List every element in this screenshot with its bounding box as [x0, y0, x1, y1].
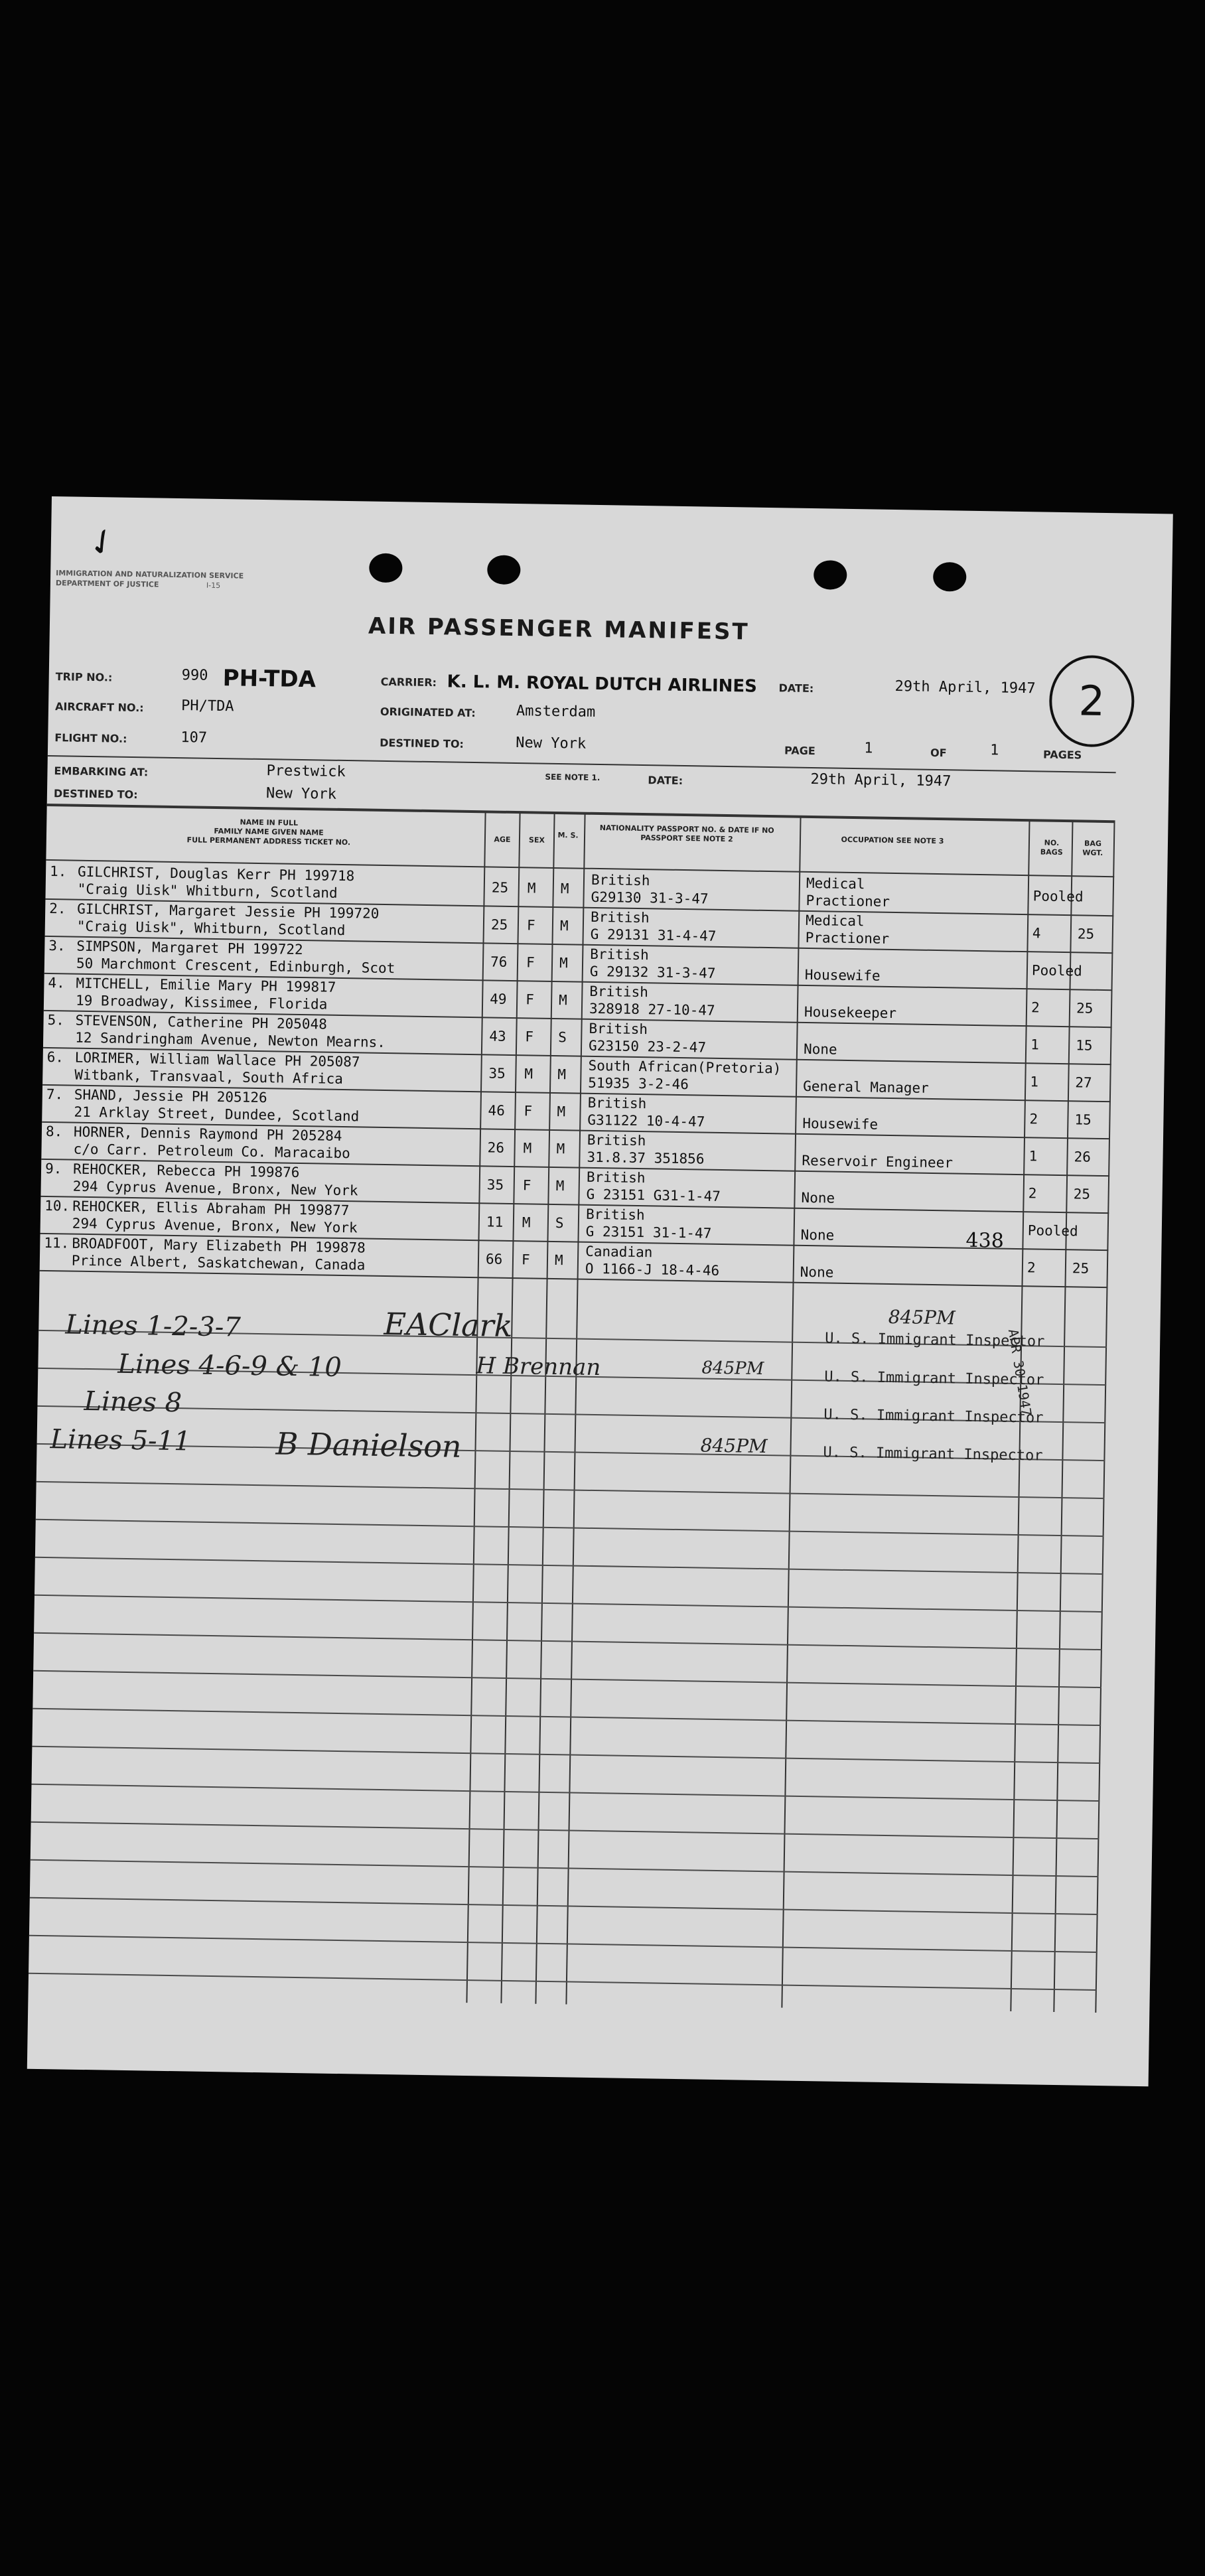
column-rule — [466, 812, 486, 2003]
cell-bags: 1 — [1028, 1148, 1038, 1165]
col-sex-header: SEX — [528, 835, 545, 845]
cell-no: 5. — [47, 1011, 65, 1029]
punch-hole — [369, 553, 403, 583]
inspector1-time: 845PM — [888, 1305, 956, 1329]
punch-hole — [814, 560, 847, 590]
cell-nat1: British — [591, 871, 650, 889]
carrier-label: CARRIER: — [380, 675, 437, 689]
cell-age: 25 — [490, 916, 508, 933]
cell-nat1: British — [589, 983, 649, 1001]
cell-wgt: 25 — [1077, 926, 1095, 942]
cell-bags: 2 — [1027, 1259, 1036, 1276]
cell-bags: 4 — [1032, 925, 1041, 942]
flight-no-label: FLIGHT NO.: — [54, 731, 127, 745]
cell-sex: M — [523, 1140, 532, 1157]
cell-nat2: G 23151 G31-1-47 — [586, 1186, 721, 1204]
cell-wgt: 15 — [1076, 1037, 1093, 1054]
cell-line2: 19 Broadway, Kissimee, Florida — [75, 992, 328, 1013]
punch-hole — [487, 555, 521, 585]
cell-nat2: O 1166-J 18-4-46 — [585, 1260, 720, 1279]
cell-line2: 12 Sandringham Avenue, Newton Mearns. — [75, 1029, 386, 1050]
cell-wgt: 25 — [1076, 1000, 1094, 1017]
cell-sex: F — [525, 991, 535, 1008]
ledger-line — [35, 1557, 1103, 1575]
cell-line1: GILCHRIST, Margaret Jessie PH 199720 — [77, 900, 380, 922]
ledger-line — [29, 1973, 1097, 1991]
cell-occ2: Housekeeper — [804, 1003, 897, 1022]
cell-age: 26 — [487, 1139, 505, 1156]
circled-page-number: 2 — [1048, 655, 1135, 748]
cell-nat2: G 29132 31-3-47 — [589, 963, 716, 981]
cell-line1: STEVENSON, Catherine PH 205048 — [75, 1012, 328, 1033]
col-age-header: AGE — [494, 835, 511, 844]
column-rule — [781, 817, 801, 2008]
cell-nat2: G31122 10-4-47 — [587, 1111, 705, 1130]
cell-age: 35 — [486, 1177, 504, 1193]
col-bags-header: NO. BAGS — [1040, 838, 1063, 857]
inspector4-lines: Lines 5-11 — [50, 1424, 191, 1457]
cell-bags: 2 — [1029, 1111, 1038, 1127]
cell-age: 11 — [486, 1214, 504, 1230]
cell-no: 9. — [44, 1160, 62, 1177]
cell-no: 4. — [48, 975, 65, 991]
cell-occ2: None — [803, 1040, 837, 1058]
originated: Amsterdam — [516, 703, 596, 721]
cell-line1: REHOCKER, Ellis Abraham PH 199877 — [72, 1198, 350, 1219]
cell-age: 43 — [489, 1028, 506, 1044]
trip-no-label: TRIP NO.: — [55, 670, 113, 684]
inspector1-signature: EAClark — [384, 1306, 513, 1344]
cell-age: 49 — [489, 991, 507, 1007]
cell-no: 1. — [49, 863, 67, 880]
cell-ms: M — [558, 992, 568, 1009]
cell-no: 10. — [44, 1197, 70, 1214]
date-stamp: APR 30 1947 — [1005, 1328, 1035, 1417]
cell-ms: S — [555, 1215, 564, 1232]
cell-bags: 2 — [1030, 999, 1040, 1016]
col-nationality-header: NATIONALITY PASSPORT NO. & DATE IF NO PASSPORT SEE NOTE 2 — [599, 823, 774, 844]
form-number: I-15 — [206, 581, 221, 591]
punch-hole — [933, 562, 967, 592]
agency-name: IMMIGRATION AND NATURALIZATION SERVICE DEPARTMENT OF JUSTICE — [55, 569, 244, 589]
destined-to-label: DESTINED TO: — [53, 787, 138, 802]
inspector3-lines: Lines 8 — [84, 1386, 182, 1419]
ledger-line — [33, 1708, 1101, 1726]
cell-ms: M — [557, 1066, 567, 1083]
cell-occ1: Medical — [806, 875, 865, 893]
column-rule — [565, 814, 585, 2005]
cell-line1: BROADFOOT, Mary Elizabeth PH 199878 — [72, 1235, 366, 1256]
inspector3-title: U. S. Immigrant Inspector — [823, 1406, 1044, 1427]
cell-nat2: G 23151 31-1-47 — [585, 1223, 712, 1242]
inspector4-time: 845PM — [700, 1434, 768, 1458]
divider — [48, 755, 1116, 773]
col-ms-header: M. S. — [557, 831, 579, 840]
cell-age: 35 — [488, 1065, 506, 1082]
cell-nat1: British — [587, 1094, 647, 1112]
date2: 29th April, 1947 — [810, 771, 952, 790]
cell-sex: F — [521, 1252, 530, 1268]
cell-occ2: None — [801, 1189, 835, 1206]
cell-sex: M — [527, 880, 536, 896]
cell-wgt: 27 — [1075, 1074, 1092, 1091]
date2-label: DATE: — [648, 774, 683, 787]
ledger-line — [35, 1595, 1103, 1612]
ledger-line — [36, 1519, 1104, 1537]
row-divider — [40, 1270, 1108, 1288]
cell-wgt: 25 — [1073, 1186, 1091, 1202]
cell-line1: SIMPSON, Margaret PH 199722 — [76, 938, 303, 958]
aircraft-no-label: AIRCRAFT NO.: — [54, 700, 144, 715]
ledger-line — [36, 1481, 1105, 1499]
page-number: 1 — [863, 740, 873, 757]
aircraft-no: PH/TDA — [180, 697, 234, 715]
cell-age: 66 — [485, 1251, 503, 1267]
cell-nat2: 51935 3-2-46 — [588, 1074, 689, 1093]
cell-occ2: None — [800, 1263, 834, 1281]
cell-occ2: Reservoir Engineer — [802, 1152, 954, 1171]
cell-nat1: British — [589, 1020, 648, 1038]
cell-occ1: Medical — [805, 912, 865, 930]
trip-no: 990 — [181, 667, 208, 684]
cell-wgt: 26 — [1074, 1149, 1092, 1165]
col-occupation-header: OCCUPATION SEE NOTE 3 — [841, 835, 944, 846]
cell-line2: 50 Marchmont Crescent, Edinburgh, Scot — [76, 955, 395, 977]
cell-no: 7. — [46, 1086, 64, 1103]
page-total: 1 — [989, 742, 999, 759]
inspector1-title: U. S. Immigrant Inspector — [825, 1330, 1045, 1350]
cell-bags: Pooled — [1031, 962, 1083, 979]
cell-nat1: South African(Pretoria) — [588, 1057, 782, 1077]
cell-sex: F — [525, 1029, 534, 1045]
cell-age: 46 — [488, 1102, 506, 1119]
cell-no: 11. — [44, 1234, 70, 1252]
inspector2-signature: H Brennan — [476, 1352, 601, 1382]
col-wgt-header: BAG WGT. — [1082, 839, 1103, 857]
ledger-line — [31, 1784, 1099, 1802]
cell-sex: F — [522, 1177, 532, 1194]
ledger-line — [32, 1746, 1100, 1764]
cell-line1: MITCHELL, Emilie Mary PH 199817 — [76, 975, 336, 995]
col-name-header: NAME IN FULL FAMILY NAME GIVEN NAME FULL PERMANENT ADDRESS TICKET NO. — [186, 818, 351, 847]
inspector2-time: 845PM — [701, 1358, 764, 1380]
cell-no: 3. — [48, 938, 66, 954]
cell-nat2: G 29131 31-4-47 — [590, 926, 717, 944]
inspector4-title: U. S. Immigrant Inspector — [823, 1444, 1043, 1465]
cell-ms: M — [559, 955, 568, 971]
cell-ms: M — [560, 881, 569, 897]
cell-occ2: Practioner — [806, 892, 890, 910]
cell-no: 2. — [49, 900, 66, 917]
cell-wgt: 15 — [1074, 1111, 1092, 1128]
cell-nat1: British — [586, 1169, 646, 1186]
cell-ms: S — [558, 1029, 567, 1046]
trip-code: PH-TDA — [222, 665, 317, 693]
cell-bags: Pooled — [1027, 1222, 1078, 1240]
cell-nat1: British — [587, 1131, 646, 1149]
cell-sex: F — [524, 1103, 533, 1119]
pen-mark: ✓ — [80, 515, 123, 568]
cell-ms: M — [555, 1178, 565, 1194]
inspector4-signature: B Danielson — [275, 1425, 462, 1465]
inspector2-title: U. S. Immigrant Inspector — [824, 1368, 1044, 1389]
ledger-line — [29, 1935, 1098, 1953]
cell-line2: "Craig Uisk" Whitburn, Scotland — [77, 881, 338, 901]
cell-line2: Witbank, Transvaal, South Africa — [74, 1066, 344, 1087]
cell-sex: M — [524, 1066, 533, 1082]
cell-sex: F — [526, 917, 535, 934]
cell-bags: Pooled — [1032, 888, 1084, 905]
cell-occ2: Housewife — [802, 1115, 879, 1133]
cell-nat1: British — [590, 908, 650, 926]
inspector1-lines: Lines 1-2-3-7 — [65, 1309, 242, 1343]
destined-to: New York — [265, 785, 337, 803]
cell-age: 76 — [490, 954, 508, 970]
cell-line2: 21 Arklay Street, Dundee, Scotland — [74, 1104, 360, 1125]
cell-nat2: 31.8.37 351856 — [587, 1149, 705, 1167]
see-note-label: SEE NOTE 1. — [545, 772, 601, 783]
page-title: AIR PASSENGER MANIFEST — [368, 612, 750, 646]
cell-nat1: British — [590, 946, 649, 964]
cell-age: 25 — [491, 879, 509, 896]
cell-line2: Prince Albert, Saskatchewan, Canada — [71, 1252, 366, 1273]
cell-no: 8. — [45, 1123, 63, 1140]
cell-line1: HORNER, Dennis Raymond PH 205284 — [73, 1123, 342, 1144]
column-rule — [1053, 821, 1073, 2012]
cell-bags: 1 — [1030, 1037, 1040, 1053]
cell-line1: LORIMER, William Wallace PH 205087 — [74, 1049, 360, 1070]
cell-ms: M — [557, 1104, 566, 1120]
cell-nat1: Canadian — [585, 1243, 653, 1261]
cell-occ2: Practioner — [805, 929, 890, 947]
blank-rows — [52, 496, 1173, 514]
cell-sex: M — [522, 1214, 531, 1231]
destined: New York — [516, 735, 587, 752]
passenger-count: 438 — [965, 1228, 1005, 1253]
cell-nat1: British — [585, 1206, 645, 1224]
cell-line2: 294 Cyprus Avenue, Bronx, New York — [72, 1215, 358, 1236]
embarking: Prestwick — [266, 762, 346, 781]
manifest-sheet — [27, 496, 1173, 2086]
cell-line2: 294 Cyprus Avenue, Bronx, New York — [72, 1178, 358, 1199]
destined-label: DESTINED TO: — [380, 736, 464, 751]
cell-line2: c/o Carr. Petroleum Co. Maracaibo — [73, 1141, 350, 1162]
carrier: K. L. M. ROYAL DUTCH AIRLINES — [447, 672, 758, 697]
cell-ms: M — [559, 918, 569, 934]
cell-no: 6. — [46, 1048, 64, 1066]
cell-bags: 2 — [1028, 1185, 1037, 1202]
ledger-line — [34, 1632, 1102, 1650]
date: 29th April, 1947 — [894, 678, 1036, 697]
column-rule — [1095, 822, 1115, 2013]
ledger-line — [31, 1859, 1099, 1877]
cell-ms: M — [554, 1252, 563, 1269]
pages-label: PAGES — [1042, 748, 1082, 762]
inspector2-lines: Lines 4-6-9 & 10 — [117, 1348, 342, 1384]
flight-no: 107 — [180, 729, 208, 747]
cell-line1: REHOCKER, Rebecca PH 199876 — [72, 1161, 300, 1181]
cell-occ2: None — [800, 1226, 835, 1244]
cell-sex: F — [526, 954, 535, 971]
cell-line1: GILCHRIST, Douglas Kerr PH 199718 — [77, 863, 355, 885]
cell-occ2: General Manager — [802, 1078, 929, 1096]
cell-bags: 1 — [1030, 1074, 1039, 1090]
cell-nat2: 328918 27-10-47 — [589, 1000, 715, 1019]
cell-ms: M — [556, 1141, 565, 1157]
embarking-label: EMBARKING AT: — [54, 764, 149, 779]
cell-wgt: 25 — [1072, 1260, 1090, 1277]
cell-nat2: G29130 31-3-47 — [591, 889, 709, 907]
cell-line2: "Craig Uisk", Whitburn, Scotland — [76, 918, 346, 939]
of-label: OF — [930, 746, 947, 760]
column-rule — [535, 813, 555, 2004]
cell-nat2: G23150 23-2-47 — [588, 1037, 707, 1056]
page-label: PAGE — [784, 744, 815, 758]
ledger-line — [30, 1897, 1098, 1915]
ledger-line — [31, 1822, 1099, 1839]
cell-occ2: Housewife — [804, 966, 881, 984]
ledger-line — [33, 1670, 1101, 1688]
cell-line1: SHAND, Jessie PH 205126 — [74, 1086, 267, 1106]
originated-label: ORIGINATED AT: — [380, 705, 476, 720]
date-label: DATE: — [778, 681, 814, 695]
